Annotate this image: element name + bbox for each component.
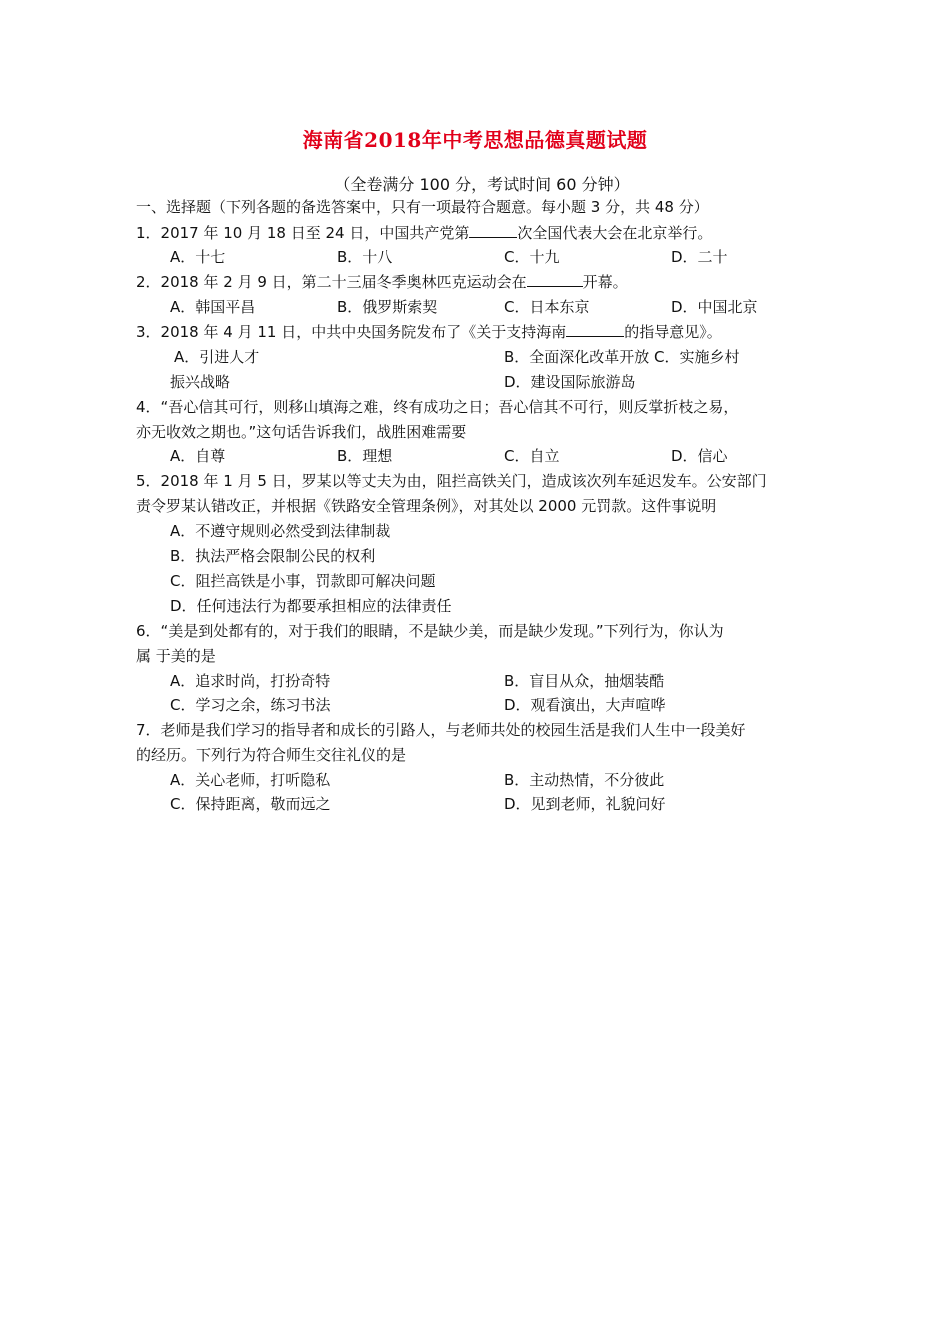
exam-title: 海南省2018年中考思想品德真题试题 <box>302 128 648 152</box>
exam-subtitle: （全卷满分 100 分，考试时间 60 分钟） <box>334 175 630 194</box>
question-2-blank <box>527 272 583 287</box>
question-5-stem-line-1: 5．2018 年 1 月 5 日，罗某以等丈夫为由，阻拦高铁关门，造成该次列车延迟发车。公安部门 <box>136 472 767 490</box>
question-5-option-a[interactable]: A．不遵守规则必然受到法律制裁 <box>170 522 391 540</box>
question-4-option-c[interactable]: C．自立 <box>504 447 560 465</box>
question-4-option-d[interactable]: D．信心 <box>671 447 728 465</box>
question-2-stem-part-b: 开幕。 <box>582 273 628 291</box>
question-5-stem-line-2: 责令罗某认错改正，并根据《铁路安全管理条例》，对其处以 2000 元罚款。这件事说明 <box>136 497 717 515</box>
question-3-stem-part-a: 3．2018 年 4 月 11 日，中共中央国务院发布了《关于支持海南 <box>136 323 567 341</box>
question-6-option-b[interactable]: B．盲目从众，抽烟装酷 <box>504 672 665 690</box>
question-1-option-a[interactable]: A．十七 <box>170 248 226 266</box>
question-6-option-a[interactable]: A．追求时尚，打扮奇特 <box>170 672 331 690</box>
section-header: 一、选择题（下列各题的备选答案中，只有一项最符合题意。每小题 3 分，共 48 分） <box>136 198 709 216</box>
question-2-option-c[interactable]: C．日本东京 <box>504 298 590 316</box>
question-7-stem-line-2: 的经历。下列行为符合师生交往礼仪的是 <box>136 746 407 764</box>
question-2-stem-part-a: 2．2018 年 2 月 9 日，第二十三届冬季奥林匹克运动会在 <box>136 273 527 291</box>
question-1-stem-part-a: 1．2017 年 10 月 18 日至 24 日，中国共产党第 <box>136 224 470 242</box>
question-5-option-c[interactable]: C．阻拦高铁是小事，罚款即可解决问题 <box>170 572 436 590</box>
question-2-option-a[interactable]: A．韩国平昌 <box>170 298 256 316</box>
question-1-blank <box>469 223 517 238</box>
question-1-option-c[interactable]: C．十九 <box>504 248 560 266</box>
question-1-option-b[interactable]: B．十八 <box>337 248 393 266</box>
question-3-option-d[interactable]: D．建设国际旅游岛 <box>504 373 636 391</box>
question-2-stem <box>136 272 628 292</box>
question-7-option-b[interactable]: B．主动热情，不分彼此 <box>504 771 665 789</box>
question-3-option-c-continued[interactable]: 振兴战略 <box>170 373 231 391</box>
question-5-option-d[interactable]: D．任何违法行为都要承担相应的法律责任 <box>170 597 452 615</box>
question-7-option-a[interactable]: A．关心老师，打听隐私 <box>170 771 331 789</box>
question-4-stem-line-2: 亦无收效之期也。”这句话告诉我们，战胜困难需要 <box>136 423 467 441</box>
question-1-option-d[interactable]: D．二十 <box>671 248 728 266</box>
question-4-stem-line-1: 4．“吾心信其可行，则移山填海之难，终有成功之日；吾心信其不可行，则反掌折枝之易， <box>136 398 739 416</box>
question-2-option-b[interactable]: B．俄罗斯索契 <box>337 298 438 316</box>
question-6-option-c[interactable]: C．学习之余，练习书法 <box>170 696 331 714</box>
question-6-option-d[interactable]: D．观看演出，大声喧哗 <box>504 696 666 714</box>
question-6-stem-line-1: 6．“美是到处都有的，对于我们的眼睛，不是缺少美，而是缺少发现。”下列行为，你认为 <box>136 622 724 640</box>
question-1-stem-part-b: 次全国代表大会在北京举行。 <box>517 224 713 242</box>
question-7-stem-line-1: 7．老师是我们学习的指导者和成长的引路人，与老师共处的校园生活是我们人生中一段美好 <box>136 721 746 739</box>
question-7-option-c[interactable]: C．保持距离，敬而远之 <box>170 795 331 813</box>
question-3-blank <box>566 322 624 337</box>
question-7-option-d[interactable]: D．见到老师，礼貌问好 <box>504 795 666 813</box>
question-3-option-b[interactable]: B．全面深化改革开放 C．实施乡村 <box>504 348 740 366</box>
question-5-option-b[interactable]: B．执法严格会限制公民的权利 <box>170 547 376 565</box>
question-3-option-a[interactable]: A．引进人才 <box>174 348 260 366</box>
question-4-option-a[interactable]: A．自尊 <box>170 447 226 465</box>
question-3-stem <box>136 322 722 342</box>
question-6-stem-line-2: 属 于美的是 <box>136 647 216 665</box>
question-4-option-b[interactable]: B．理想 <box>337 447 393 465</box>
question-2-option-d[interactable]: D．中国北京 <box>671 298 758 316</box>
question-1-stem <box>136 223 712 243</box>
question-3-stem-part-b: 的指导意见》。 <box>624 323 722 341</box>
